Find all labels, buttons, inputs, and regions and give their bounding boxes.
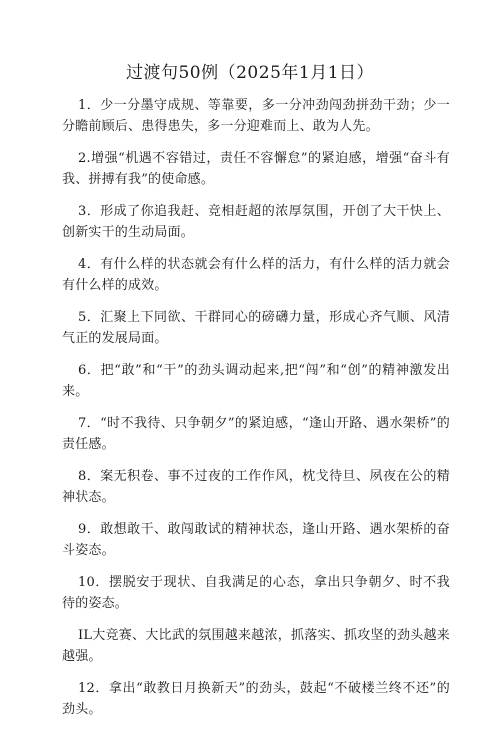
list-item: 1．少一分墨守成规、等靠要，多一分冲劲闯劲拼劲干劲；少一分瞻前顾后、患得患失，多一分迎难而上、敢为人先。 xyxy=(62,98,450,134)
list-item: 7．“时不我待、只争朝夕”的紧迫感，“逢山开路、遇水架桥”的责任感。 xyxy=(62,416,450,452)
list-item: 6．把“敢”和“干”的劲头调动起来,把“闯”和“创”的精神激发出来。 xyxy=(62,363,450,399)
list-item: 10．摆脱安于现状、自我满足的心态，拿出只争朝夕、时不我待的姿态。 xyxy=(62,575,450,611)
list-item: 3．形成了你追我赶、竞相赶超的浓厚氛围，开创了大干快上、创新实干的生动局面。 xyxy=(62,204,450,240)
list-item: 2.增强“机遇不容错过，责任不容懈怠”的紧迫感，增强“奋斗有我、拼搏有我”的使命感。 xyxy=(62,151,450,187)
page-title: 过渡句50例（2025年1月1日） xyxy=(125,63,375,83)
list-item: 12．拿出“敢教日月换新天”的劲头，鼓起“不破楼兰终不还”的劲头。 xyxy=(62,681,450,717)
sentence-list xyxy=(62,95,450,731)
list-item: IL大竞赛、大比武的氛围越来越浓，抓落实、抓攻坚的劲头越来越强。 xyxy=(62,628,450,664)
list-item: 4．有什么样的状态就会有什么样的活力，有什么样的活力就会有什么样的成效。 xyxy=(62,257,450,293)
list-item: 8．案无积卷、事不过夜的工作作风，枕戈待旦、夙夜在公的精神状态。 xyxy=(62,469,450,505)
list-item: 9．敢想敢干、敢闯敢试的精神状态，逢山开路、遇水架桥的奋斗姿态。 xyxy=(62,522,450,558)
list-item: 5．汇聚上下同欲、干群同心的磅礴力量，形成心齐气顺、风清气正的发展局面。 xyxy=(62,310,450,346)
